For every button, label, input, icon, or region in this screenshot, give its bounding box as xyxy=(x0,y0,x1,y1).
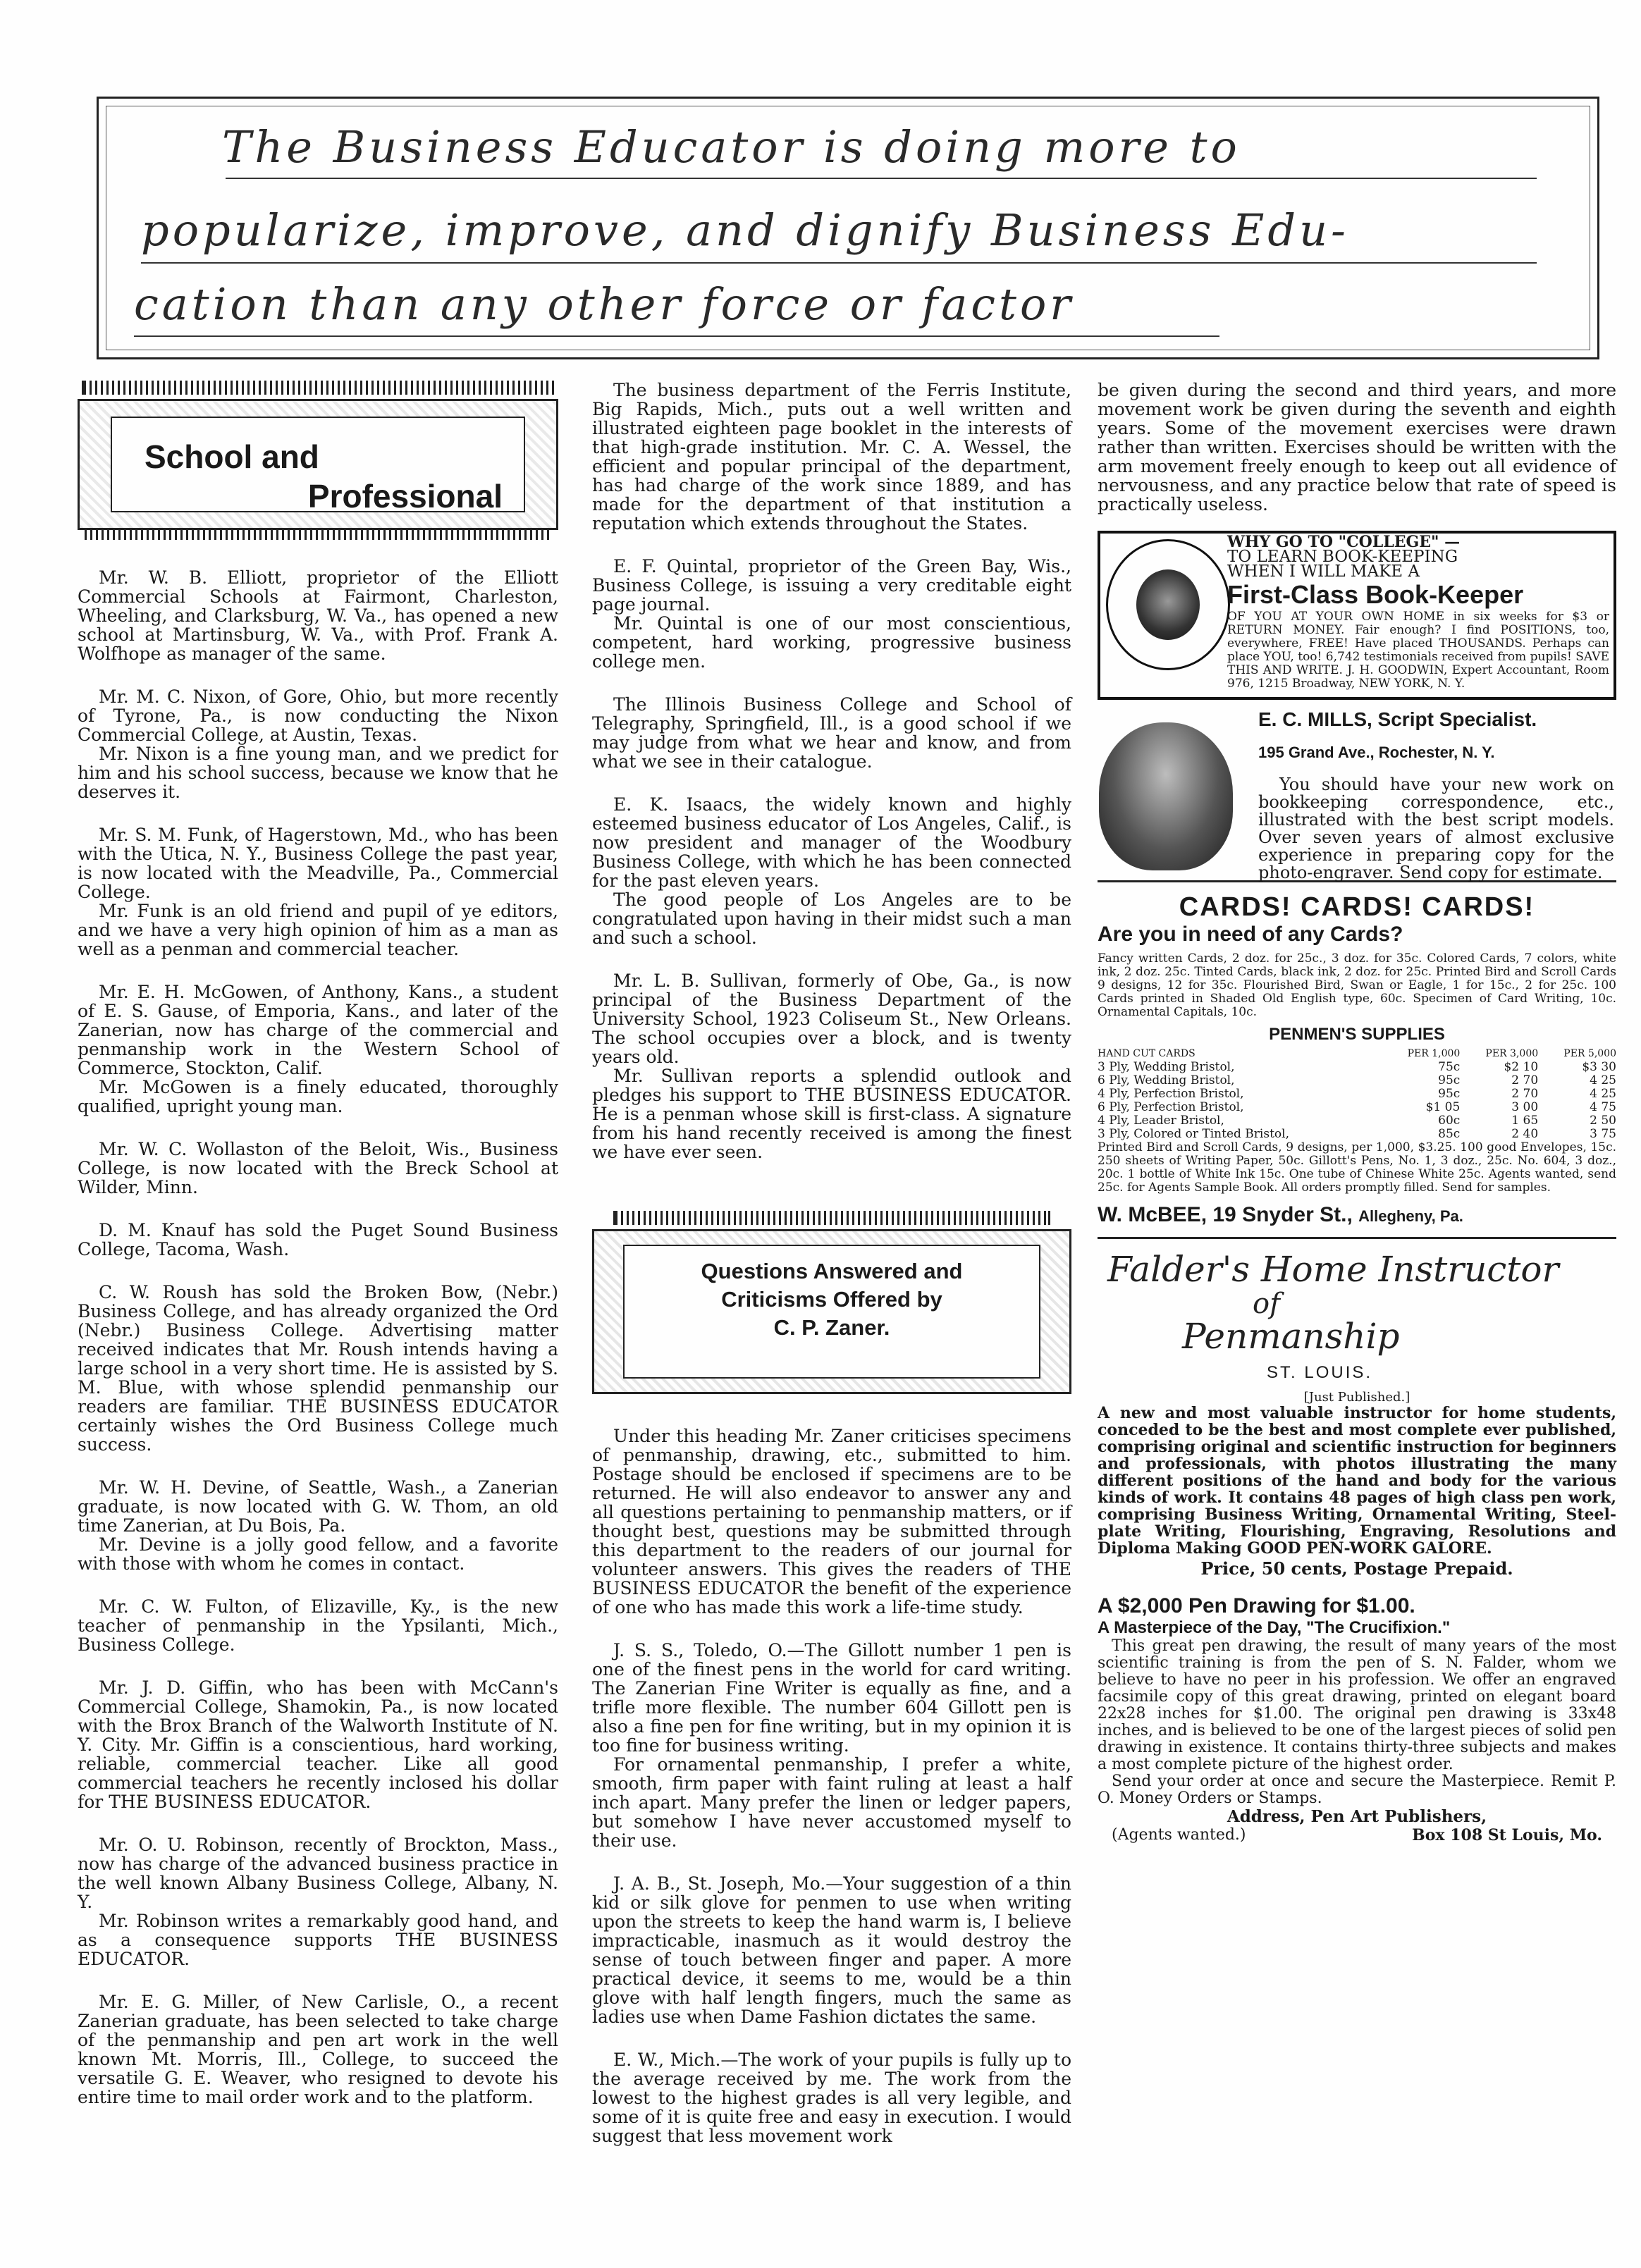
news-item: Mr. Devine is a jolly good fellow, and a favorite with those with whom he comes in contact. xyxy=(78,1534,558,1574)
seal-portrait xyxy=(1136,569,1200,640)
masthead-banner xyxy=(97,97,1599,359)
cards-question: Are you in need of any Cards? xyxy=(1098,923,1403,946)
pen-drawing-body: This great pen drawing, the result of many years of the most scientific training is from the pen of S. N. Falder, whom we believe to have no peer in his profession. We offer an engraved facsimile copy of this great drawing, printed on elegant board 22x28 inches for $1.00. The original pen drawing is 33x48 inches, and is believed to be one of the largest pieces of solid pen drawing in existence. It contains thirty-three subjects and makes a most complete picture of the highest order. xyxy=(1098,1637,1616,1773)
qa-answer: For ornamental penmanship, I prefer a white, smooth, firm paper with faint ruling at least a half inch apart. Many prefer the linen or ledger papers, but somehow I have never accustomed myself to their use. xyxy=(592,1754,1071,1851)
price-table-header xyxy=(1098,1047,1616,1061)
price-col-header: PER 5,000 xyxy=(1563,1048,1616,1059)
agents-wanted: (Agents wanted.) xyxy=(1112,1826,1246,1844)
news-item: Mr. E. G. Miller, of New Carlisle, O., a recent Zanerian graduate, has been selected to take charge of the penmanship and pen art work in the well known Mt. Morris, Ill., College, to succeed the versatile G. E. Weaver, who resigned to devote his entire time to mail order work and to the platform. xyxy=(78,1992,558,2107)
price-cell: 4 25 xyxy=(1590,1073,1616,1087)
news-item: Mr. McGowen is a finely educated, thoroughly qualified, upright young man. xyxy=(78,1077,558,1116)
price-cell: 95c xyxy=(1438,1087,1461,1101)
qa-answer: J. S. S., Toledo, O.—The Gillott number 1 pen is one of the finest pens in the world for card writing. The Zanerian Fine Writer is equally as fine, and a trifle more flexible. The number 604 Gillott pen is also a fine pen for fine writing, but in my opinion it is too fine for business writing. xyxy=(592,1640,1071,1756)
falder-title-script: Falder's Home Instructor xyxy=(1107,1249,1559,1290)
price-col-header: PER 1,000 xyxy=(1407,1048,1461,1059)
price-cell: 60c xyxy=(1438,1114,1461,1128)
price-row xyxy=(1098,1074,1616,1087)
pen-drawing-order: Send your order at once and secure the Masterpiece. Remit P. O. Money Orders or Stamps. xyxy=(1098,1773,1616,1807)
header-ornament-bottom xyxy=(85,530,551,540)
falder-body: A new and most valuable instructor for home students, conceded to be the best and most complete ever published, comprising original and scientific instruction for beginners and professionals, with photos illustrating the many different positions of the hand and body for the various kinds of work. It contains 48 pages of high class pen work, comprising Business Writing, Ornamental Writing, Steel-plate Writing, Flourishing, Engraving, Resolutions and Diploma Making GOOD PEN-WORK GALORE. xyxy=(1098,1404,1616,1558)
header-title-line-2: Professional xyxy=(307,478,503,514)
price-cell: 3 Ply, Wedding Bristol, xyxy=(1098,1060,1235,1074)
price-col-header: PER 3,000 xyxy=(1485,1048,1539,1059)
price-cell: 85c xyxy=(1438,1127,1461,1141)
header-panel xyxy=(111,417,525,512)
mills-address: 195 Grand Ave., Rochester, N. Y. xyxy=(1258,744,1495,761)
banner-underline-2 xyxy=(141,262,1537,264)
banner-line-1: The Business Educator is doing more to xyxy=(222,121,1241,173)
header-frame xyxy=(78,399,558,530)
pen-drawing-address: Address, Pen Art Publishers, xyxy=(1227,1807,1487,1826)
price-cell: 4 Ply, Perfection Bristol, xyxy=(1098,1087,1244,1101)
questions-answered-header xyxy=(592,1211,1071,1401)
price-cell: 6 Ply, Perfection Bristol, xyxy=(1098,1100,1244,1114)
news-item: The good people of Los Angeles are to be congratulated upon having in their midst such a man and such a school. xyxy=(592,889,1071,948)
mcbee-name: W. McBEE, 19 Snyder St., xyxy=(1098,1203,1353,1226)
price-row xyxy=(1098,1061,1616,1074)
bookkeeper-line-2: TO LEARN BOOK-KEEPING xyxy=(1227,548,1458,566)
news-item: Mr. L. B. Sullivan, formerly of Obe, Ga., is now principal of the Business Department of the University School, 1923 Coliseum St., New Orleans. The school occupies over a block, and is twenty years old. xyxy=(592,970,1071,1067)
qa-answer-continued: be given during the second and third years, and more movement work be given during the seventh and eighth years. Some of the movement exercises were drawn rather than written. Exercises should be written with the arm movement freely enough to keep out all evidence of nervousness, and any practice below that rate of speed is practically useless. xyxy=(1098,380,1616,514)
qa-panel xyxy=(623,1245,1040,1379)
news-item: Mr. W. B. Elliott, proprietor of the Elliott Commercial Schools at Fairmont, Charleston, Wheeling, and Clarksburg, W. Va., has opened a new school at Martinsburg, W. Va., with Prof. Frank A. Wolfhope as manager of the same. xyxy=(78,567,558,664)
news-item: D. M. Knauf has sold the Puget Sound Business College, Tacoma, Wash. xyxy=(78,1220,558,1259)
cards-heading: CARDS! CARDS! CARDS! xyxy=(1179,892,1535,922)
price-cell: 2 50 xyxy=(1590,1114,1616,1128)
header-ornament-top xyxy=(82,381,554,395)
price-cell: 2 70 xyxy=(1511,1073,1539,1087)
mcbee-advertiser xyxy=(1098,1203,1616,1227)
price-cell: 2 40 xyxy=(1511,1127,1539,1141)
price-cell: 4 Ply, Leader Bristol, xyxy=(1098,1114,1224,1128)
pen-drawing-heading: A $2,000 Pen Drawing for $1.00. xyxy=(1098,1594,1415,1617)
banner-underline-3 xyxy=(134,335,1219,337)
news-item: Mr. C. W. Fulton, of Elizaville, Ky., is the new teacher of penmanship in the Ypsilanti, Mich., Business College. xyxy=(78,1596,558,1655)
price-cell: 3 75 xyxy=(1590,1127,1616,1141)
price-row xyxy=(1098,1101,1616,1114)
news-item: E. F. Quintal, proprietor of the Green Bay, Wis., Business College, is issuing a very creditable eight page journal. xyxy=(592,556,1071,615)
bookkeeper-line-3: WHEN I WILL MAKE A xyxy=(1227,562,1420,581)
price-cell: 3 Ply, Colored or Tinted Bristol, xyxy=(1098,1127,1289,1141)
school-professional-header xyxy=(78,381,558,540)
banner-line-2: popularize, improve, and dignify Business Edu- xyxy=(141,204,1349,256)
news-item: The business department of the Ferris Institute, Big Rapids, Mich., puts out a well written and illustrated eighteen page booklet in the interests of that high-grade institution. Mr. C. A. Wessel, the efficient and popular principal of the department, has had charge of the work since 1889, and has made for the department of that institution a reputation which extends throughout the States. xyxy=(592,380,1071,534)
price-cell: $1 05 xyxy=(1425,1100,1461,1114)
falder-price: Price, 50 cents, Postage Prepaid. xyxy=(1200,1558,1513,1579)
column-advertisements xyxy=(1098,381,1616,1844)
price-cell: 4 25 xyxy=(1590,1087,1616,1101)
news-item: Mr. S. M. Funk, of Hagerstown, Md., who has been with the Utica, N. Y., Business College the past year, is now located with the Meadville, Pa., Commercial College. xyxy=(78,825,558,902)
price-cell: 75c xyxy=(1438,1060,1461,1074)
falder-of-script: of xyxy=(1253,1288,1280,1320)
news-item: Mr. J. D. Giffin, who has been with McCann's Commercial College, Shamokin, Pa., is now located with the Brox Branch of the Walworth Institute of N. Y. City. Mr. Giffin is a conscientious, hard working, reliable, commercial teacher. Like all good commercial teachers he recently inclosed his dollar for THE BUSINESS EDUCATOR. xyxy=(78,1677,558,1812)
qa-intro: Under this heading Mr. Zaner criticises specimens of penmanship, drawing, etc., submitted to him. Postage should be enclosed if specimens are to be returned. He will also endeavor to answer any and all questions pertaining to penmanship matters, or if thought best, questions may be submitted through this department to the readers of our journal for volunteer answers. This gives the readers of THE BUSINESS EDUCATOR the benefit of the experience of one who has made this work a life-time study. xyxy=(592,1426,1071,1617)
supplies-heading: PENMEN'S SUPPLIES xyxy=(1269,1025,1445,1044)
price-row xyxy=(1098,1087,1616,1101)
price-cell: $3 30 xyxy=(1582,1060,1616,1074)
news-item: Mr. Sullivan reports a splendid outlook and pledges his support to THE BUSINESS EDUCATOR. He is a penman whose skill is first-class. A signature from his hand recently received is among the finest we have ever seen. xyxy=(592,1066,1071,1162)
bookkeeper-seal-icon xyxy=(1106,539,1230,670)
bookkeeper-headline: First-Class Book-Keeper xyxy=(1227,580,1524,609)
bookkeeper-body: OF YOU AT YOUR OWN HOME in six weeks for $3 or RETURN MONEY. Fair enough? I find POSITIONS, too, everywhere, FREE! Have placed THOUSANDS. Perhaps can place YOU, too! 6,742 testimonials received from pupils! SAVE THIS AND WRITE. J. H. GOODWIN, Expert Accountant, Room 976, 1215 Broadway, NEW YORK, N. Y. xyxy=(1227,610,1609,691)
mills-portrait xyxy=(1099,722,1233,870)
divider xyxy=(1098,1237,1616,1239)
news-item: Mr. W. H. Devine, of Seattle, Wash., a Zanerian graduate, is now located with G. W. Thom, an old time Zanerian, at Du Bois, Pa. xyxy=(78,1477,558,1536)
bookkeeper-ad xyxy=(1098,531,1616,700)
mcbee-city: Allegheny, Pa. xyxy=(1358,1207,1463,1225)
price-row xyxy=(1098,1128,1616,1141)
supplies-notes: Printed Bird and Scroll Cards, 9 designs, per 1,000, $3.25. 100 good Envelopes, 15c. 250 sheets of Writing Paper, 50c. Gillott's Pens, No. 1, 3 doz., 25c. No. 604, 3 doz., 20c. 1 bottle of White Ink 15c. One tube of Chinese White 25c. Agents wanted, send 25c. for Agents Sample Book. All orders promptly filled. Send for samples. xyxy=(1098,1140,1616,1195)
qa-title-line-2: Criticisms Offered by xyxy=(721,1287,942,1312)
falder-penmanship-script: Penmanship xyxy=(1182,1316,1400,1357)
banner-underline-1 xyxy=(226,178,1537,179)
qa-answer: J. A. B., St. Joseph, Mo.—Your suggestion of a thin kid or silk glove for penmen to use when writing upon the streets to keep the hand warm is, I believe impracticable, inasmuch as it would destroy the sense of touch between finger and paper. A more practical device, it seems to me, would be a thin glove with half length fingers, much the same as ladies use when Dame Fashion dictates the same. xyxy=(592,1873,1071,2027)
news-item: E. K. Isaacs, the widely known and highly esteemed business educator of Los Angeles, Calif., is now president and manager of the Woodbury Business College, with which he has been connected for the past eleven years. xyxy=(592,794,1071,891)
mills-ad xyxy=(1098,708,1616,882)
price-col-header: HAND CUT CARDS xyxy=(1098,1048,1196,1059)
news-item: Mr. M. C. Nixon, of Gore, Ohio, but more recently of Tyrone, Pa., is now conducting the Nixon Commercial College, at Austin, Texas. xyxy=(78,686,558,745)
qa-answer: E. W., Mich.—The work of your pupils is fully up to the average received by me. The work from the lowest to the highest grades is all very legible, and some of it is quite free and easy in execution. I would suggest that less movement work xyxy=(592,2050,1071,2146)
falder-instructor-ad xyxy=(1098,1249,1616,1390)
cards-body: Fancy written Cards, 2 doz. for 25c., 3 doz. for 35c. Colored Cards, 7 colors, white ink, 2 doz. 25c. Tinted Cards, black ink, 2 doz. for 25c. Printed Bird and Scroll Cards 9 designs, 12 for 35c. Flourished Bird, Swan or Eagle, 1 for 15c., 2 for 25c. 100 Cards printed in Shaded Old English type, 60c. Specimen of Card Writing, 10c. Ornamental Capitals, 10c. xyxy=(1098,951,1616,1019)
news-item: The Illinois Business College and School of Telegraphy, Springfield, Ill., is a good school if we may judge from what we hear and know, and from what we see in their catalogue. xyxy=(592,694,1071,772)
mills-body: You should have your new work on bookkeeping correspondence, etc., illustrated with the best script models. Over seven years of almost exclusive experience in preparing copy for the photo-engraver. Send copy for estimate. xyxy=(1258,775,1614,882)
news-item: Mr. W. C. Wollaston of the Beloit, Wis., Business College, is now located with the Breck School at Wilder, Minn. xyxy=(78,1139,558,1197)
pen-drawing-footer xyxy=(1098,1826,1616,1844)
price-cell: 3 00 xyxy=(1511,1100,1539,1114)
header-title-line-1: School and xyxy=(145,438,319,475)
bookkeeper-line-1: WHY GO TO "COLLEGE" — xyxy=(1227,533,1461,551)
falder-city: ST. LOUIS. xyxy=(1267,1363,1373,1382)
price-cell: 95c xyxy=(1438,1073,1461,1087)
column-school-professional xyxy=(78,381,558,2107)
price-cell: 4 75 xyxy=(1590,1100,1616,1114)
news-item: Mr. E. H. McGowen, of Anthony, Kans., a student of E. S. Gause, of Emporia, Kans., and later of the Zanerian, now has charge of the commercial and penmanship work in the Western School of Commerce, Stockton, Calif. xyxy=(78,982,558,1078)
price-table xyxy=(1098,1047,1616,1141)
column-news-and-questions xyxy=(592,381,1071,2145)
qa-title-line-1: Questions Answered and xyxy=(701,1259,963,1283)
price-cell: 2 70 xyxy=(1511,1087,1539,1101)
news-item: Mr. Nixon is a fine young man, and we predict for him and his school success, because we know that he deserves it. xyxy=(78,744,558,802)
news-item: Mr. O. U. Robinson, recently of Brockton, Mass., now has charge of the advanced business practice in the well known Albany Business College, Albany, N. Y. xyxy=(78,1835,558,1912)
price-cell: $2 10 xyxy=(1504,1060,1539,1074)
news-item: C. W. Roush has sold the Broken Bow, (Nebr.) Business College, and has already organized the Ord (Nebr.) Business College. Advertising matter received indicates that Mr. Roush intends having a large school in a very short time. He is assisted by S. M. Blue, with whose splendid penmanship our readers are familiar. THE BUSINESS EDUCATOR certainly wishes the Ord Business College much success. xyxy=(78,1282,558,1455)
cards-ad xyxy=(1098,892,1616,1227)
price-cell: 1 65 xyxy=(1511,1114,1539,1128)
banner-line-3: cation than any other force or factor xyxy=(134,278,1074,330)
qa-ornament-top xyxy=(613,1211,1050,1225)
pen-drawing-subheading: A Masterpiece of the Day, "The Crucifixion." xyxy=(1098,1618,1451,1637)
price-cell: 6 Ply, Wedding Bristol, xyxy=(1098,1073,1235,1087)
qa-title-line-3: C. P. Zaner. xyxy=(773,1315,890,1340)
pen-drawing-box: Box 108 St Louis, Mo. xyxy=(1412,1826,1602,1844)
bookkeeper-ad-text xyxy=(1227,535,1609,691)
falder-note: [Just Published.] xyxy=(1303,1390,1410,1405)
news-item: Mr. Quintal is one of our most conscientious, competent, hard working, progressive business college men. xyxy=(592,613,1071,672)
mills-name: E. C. MILLS, Script Specialist. xyxy=(1258,708,1537,730)
news-item: Mr. Robinson writes a remarkably good hand, and as a consequence supports THE BUSINESS EDUCATOR. xyxy=(78,1911,558,1969)
news-item: Mr. Funk is an old friend and pupil of ye editors, and we have a very high opinion of him as a man as well as a penman and commercial teacher. xyxy=(78,901,558,959)
price-row xyxy=(1098,1114,1616,1128)
